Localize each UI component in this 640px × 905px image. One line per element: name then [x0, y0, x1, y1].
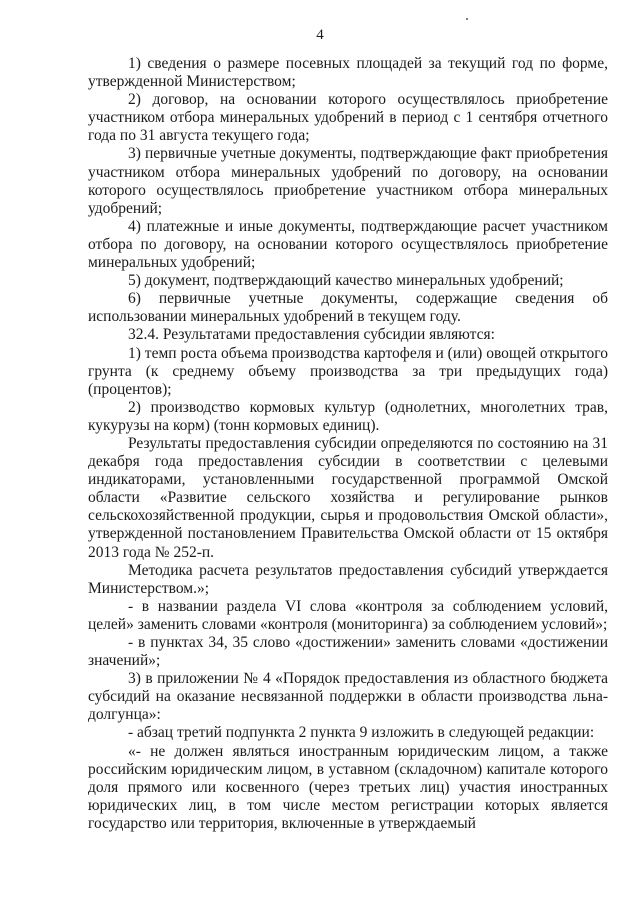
paragraph: Результаты предоставления субсидии определяются по состоянию на 31 декабря года предоставления субсидии в соответствии с целевыми индикаторами, установленными государственной программой Омской области «Развитие сельского хозяйства и регулирование рынков сельскохозяйственной продукции, сырья и продовольствия Омской области», утвержденной постановлением Правительства Омской области от 15 октября 2013 года № 252-п. [88, 434, 608, 561]
paragraph: 1) сведения о размере посевных площадей за текущий год по форме, утвержденной Министерством; [88, 55, 608, 91]
paragraph: 5) документ, подтверждающий качество минеральных удобрений; [128, 272, 564, 290]
paragraph: 2) договор, на основании которого осуществлялось приобретение участником отбора минеральных удобрений в период с 1 сентября отчетного года по 31 августа текущего года; [88, 91, 608, 145]
paragraph: 32.4. Результатами предоставления субсидии являются: [128, 326, 495, 344]
paragraph: - абзац третий подпункта 2 пункта 9 изложить в следующей редакции: [128, 724, 595, 742]
scan-speck [466, 18, 468, 20]
paragraph: 6) первичные учетные документы, содержащие сведения об использовании минеральных удобрений в текущем году. [88, 290, 608, 326]
page-number: 4 [316, 27, 324, 43]
paragraph: - в названии раздела VI слова «контроля за соблюдением условий, целей» заменить словами «контроля (мониторинга) за соблюдением условий»; [88, 597, 608, 633]
paragraph: 4) платежные и иные документы, подтверждающие расчет участником отбора по договору, на основании которого осуществлялось приобретение минеральных удобрений; [88, 217, 608, 272]
paragraph: 1) темп роста объема производства картофеля и (или) овощей открытого грунта (к среднему объему производства за три предыдущих года) (процентов); [88, 344, 608, 398]
paragraph: Методика расчета результатов предоставления субсидий утверждается Министерством.»; [88, 561, 608, 597]
paragraph: 2) производство кормовых культур (однолетних, многолетних трав, кукурузы на корм) (тонн кормовых единиц). [88, 398, 608, 434]
paragraph: - в пунктах 34, 35 слово «достижении» заменить словами «достижении значений»; [88, 634, 608, 670]
paragraph: 3) первичные учетные документы, подтверждающие факт приобретения участником отбора минеральных удобрений по договору, на основании которого осуществлялось приобретение участником отбора минеральных удобрений; [88, 145, 608, 217]
document-body [88, 55, 608, 833]
paragraph: «- не должен являться иностранным юридическим лицом, а также российским юридическим лицом, в уставном (складочном) капитале которого доля прямого или косвенного (через третьих лиц) участия иностранных юридических лиц, в том числе местом регистрации которых является государство или территория, включенные в утверждаемый [88, 742, 608, 832]
paragraph: 3) в приложении № 4 «Порядок предоставления из областного бюджета субсидий на оказание несвязанной поддержки в области производства льна-долгунца»: [88, 670, 608, 724]
